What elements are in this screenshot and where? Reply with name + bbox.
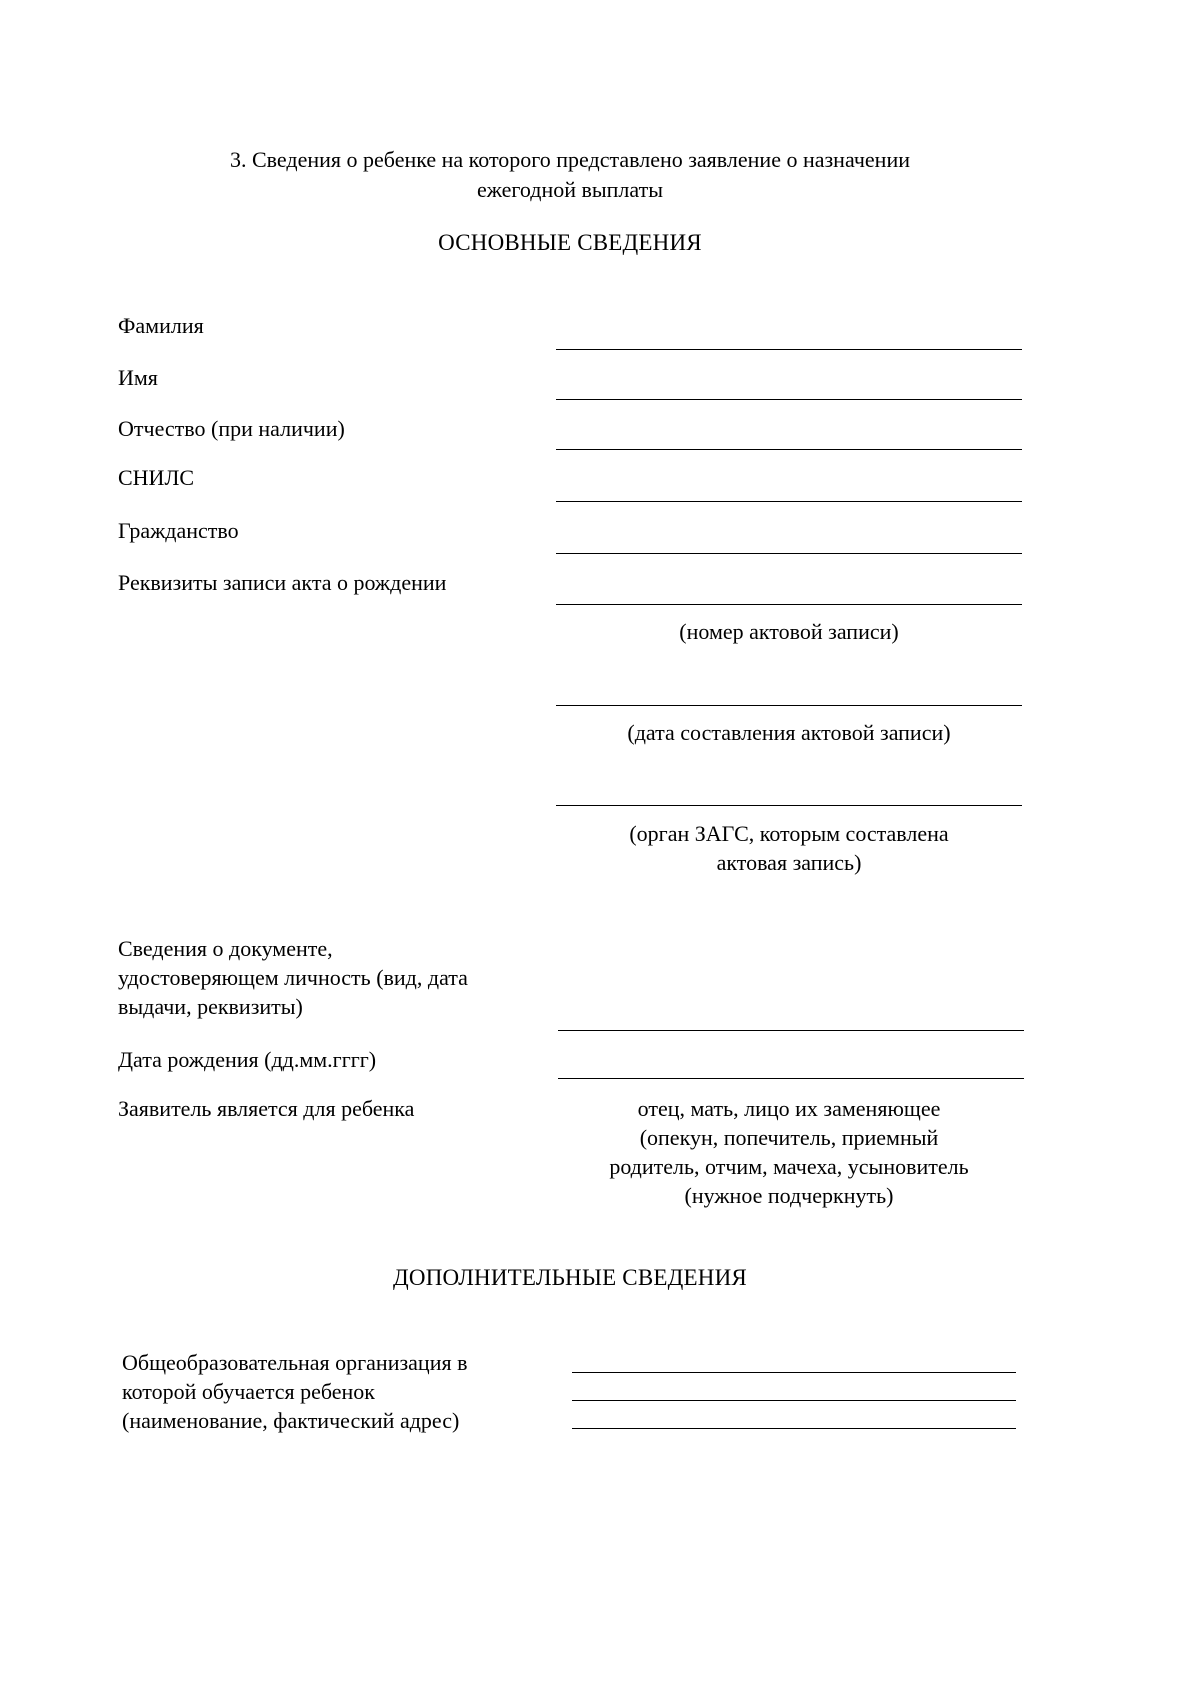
school-field-line1[interactable] [572,1372,1016,1373]
surname-field[interactable] [556,349,1022,350]
school-label-line3: (наименование, фактический адрес) [122,1408,460,1433]
field-label-patronymic: Отчество (при наличии) [118,416,345,441]
citizenship-field[interactable] [556,553,1022,554]
form-title-line2: ежегодной выплаты [476,177,664,202]
caption-record-organ [556,819,1022,877]
applicant-relation-options-line3: родитель, отчим, мачеха, усыновитель [609,1154,969,1179]
birth-record-date-field[interactable] [556,705,1022,706]
field-label-surname: Фамилия [118,313,204,338]
applicant-relation-options[interactable] [556,1094,1022,1210]
field-label-snils: СНИЛС [118,465,195,490]
school-label-line1: Общеобразовательная организация в [122,1350,468,1375]
applicant-relation-options-line2: (опекун, попечитель, приемный [639,1125,939,1150]
field-label-citizenship: Гражданство [118,518,239,543]
applicant-relation-options-line4: (нужное подчеркнуть) [684,1183,894,1208]
identity-document-field[interactable] [558,1030,1024,1031]
birth-date-field[interactable] [558,1078,1024,1079]
school-label-line2: которой обучается ребенок [122,1379,375,1404]
patronymic-field[interactable] [556,449,1022,450]
snils-field[interactable] [556,501,1022,502]
form-title-line1: 3. Сведения о ребенке на которого представлено заявление о назначении [230,147,910,172]
identity-document-label-line1: Сведения о документе, [118,936,333,961]
caption-record-number: (номер актовой записи) [679,619,899,644]
identity-document-label-line2: удостоверяющем личность (вид, дата [118,965,468,990]
birth-record-organ-field[interactable] [556,805,1022,806]
field-label-birth-record: Реквизиты записи акта о рождении [118,570,447,595]
additional-section-heading: ДОПОЛНИТЕЛЬНЫЕ СВЕДЕНИЯ [393,1265,747,1290]
field-label-name: Имя [118,365,158,390]
field-label-identity-document [118,934,468,1021]
field-label-birth-date: Дата рождения (дд.мм.гггг) [118,1047,377,1072]
caption-record-organ-line2: актовая запись) [716,850,862,875]
main-section-heading: ОСНОВНЫЕ СВЕДЕНИЯ [438,230,702,255]
caption-record-date: (дата составления актовой записи) [627,720,951,745]
birth-record-number-field[interactable] [556,604,1022,605]
identity-document-label-line3: выдачи, реквизиты) [118,994,303,1019]
form-title [120,145,1020,205]
applicant-relation-options-line1: отец, мать, лицо их заменяющее [637,1096,941,1121]
field-label-applicant-relation: Заявитель является для ребенка [118,1096,415,1121]
name-field[interactable] [556,399,1022,400]
caption-record-organ-line1: (орган ЗАГС, которым составлена [629,821,949,846]
school-field-line2[interactable] [572,1400,1016,1401]
school-field-line3[interactable] [572,1428,1016,1429]
field-label-school [122,1348,468,1435]
